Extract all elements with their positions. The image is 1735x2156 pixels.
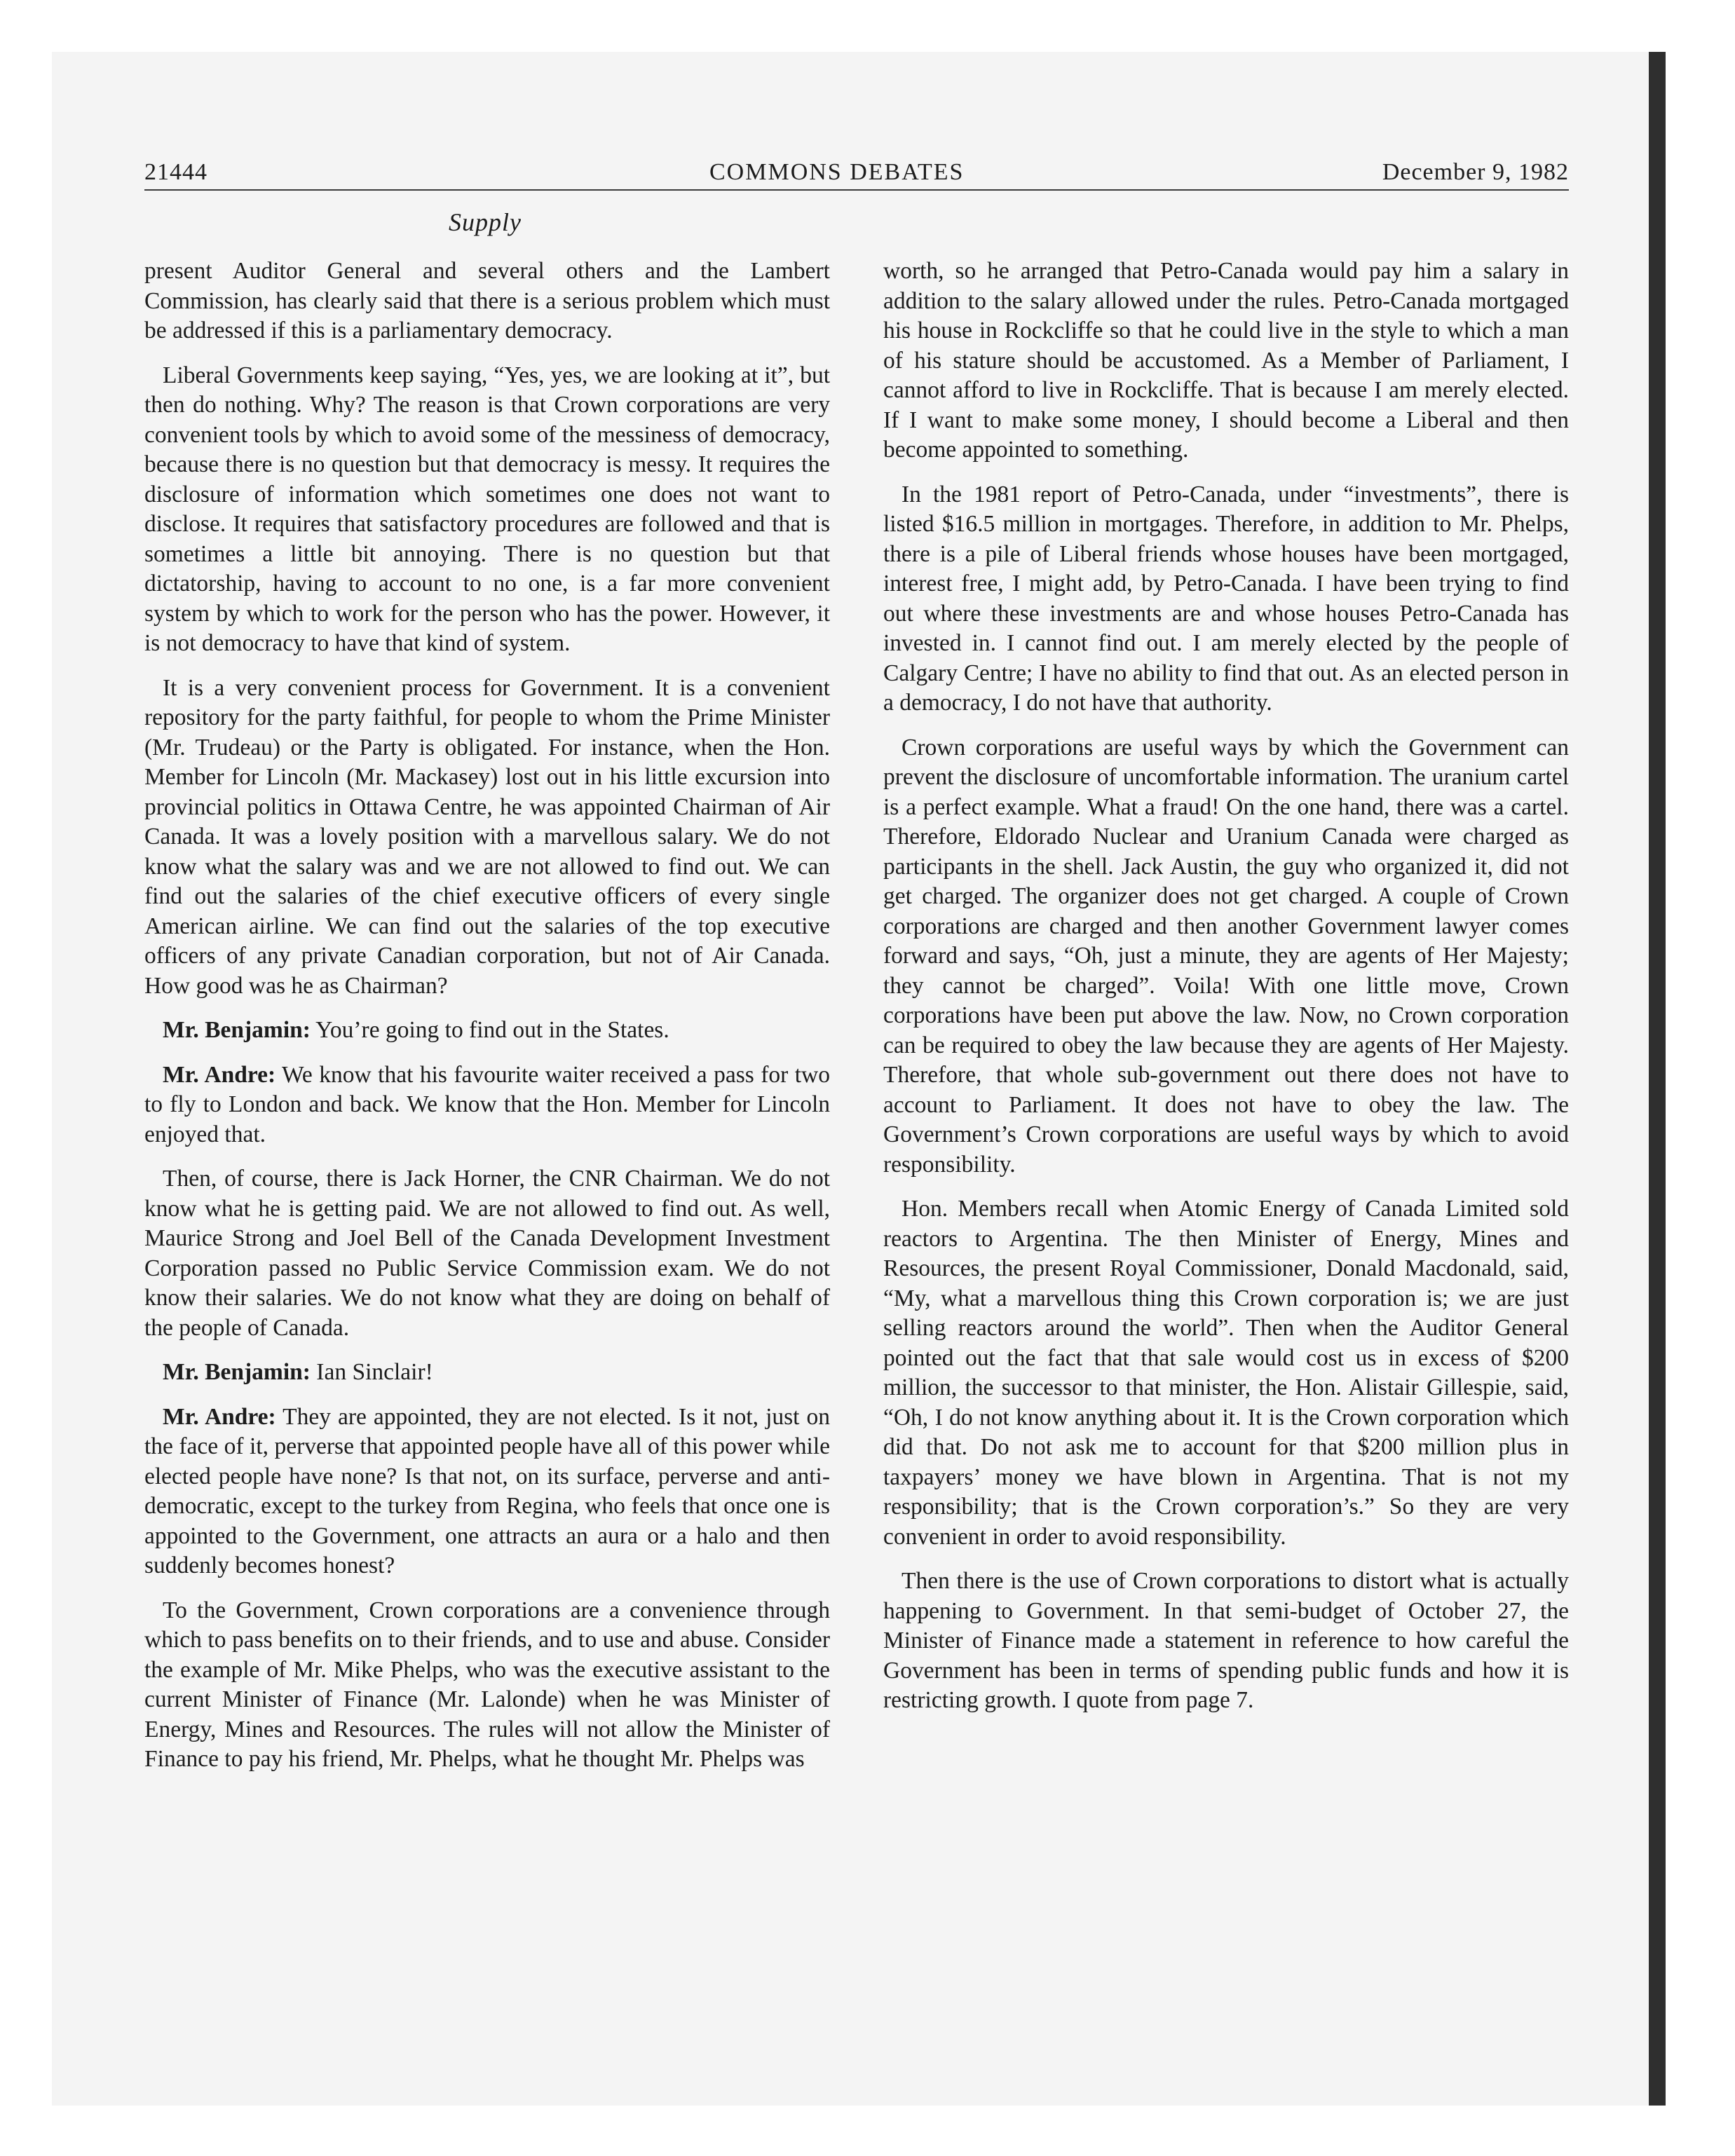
- paragraph-text: You’re going to find out in the States.: [315, 1017, 669, 1043]
- paragraph-text: Then, of course, there is Jack Horner, the CNR Chairman. We do not know what he is getting paid. We are not allowed to find out. As well, Maurice Strong and Joel Bell of the Canada Development Investment Corporation passed no Public Service Commission exam. We do not know their salaries. We do not know what they are doing on behalf of the people of Canada.: [144, 1166, 830, 1341]
- publication-date: December 9, 1982: [1382, 159, 1569, 185]
- paragraph-text: Hon. Members recall when Atomic Energy of Canada Limited sold reactors to Argentina. The then Minister of Energy, Mines and Resources, the present Royal Commissioner, Donald Macdonald, said, “My, what a marvellous thing this Crown corporation is; we are just selling reactors around the world”. Then when the Auditor General pointed out the fact that that sale would cost us in excess of $200 million, the successor to that minister, the Hon. Alistair Gillespie, said, “Oh, I do not know anything about it. It is the Crown corporation which did that. Do not ask me to account for that $200 million plus in taxpayers’ money we have blown in Argentina. That is not my responsibility; that is the Crown corporation’s.” So they are very convenient in order to avoid responsibility.: [883, 1196, 1569, 1550]
- paragraph: [883, 1567, 1569, 1716]
- paragraph: [883, 733, 1569, 1180]
- speaker-name: Mr. Benjamin:: [163, 1017, 311, 1043]
- paragraph-text: Then there is the use of Crown corporations to distort what is actually happening to Government. In that semi-budget of October 27, the Minister of Finance made a statement in reference to how careful the Government has been in terms of spending public funds and how it is restricting growth. I quote from page 7.: [883, 1568, 1569, 1713]
- paragraph: [144, 1164, 830, 1343]
- paragraph-text: We know that his favourite waiter received a pass for two to fly to London and back. We know that the Hon. Member for Lincoln enjoyed that.: [144, 1061, 830, 1147]
- header-rule: [144, 189, 1569, 191]
- right-column: [883, 257, 1569, 1731]
- paragraph-text: Crown corporations are useful ways by which the Government can prevent the disclosure of uncomfortable information. The uranium cartel is a perfect example. What a fraud! On the one hand, there was a cartel. Therefore, Eldorado Nuclear and Uranium Canada were charged as participants in the shell. Jack Austin, the guy who organized it, did not get charged. The organizer does not get charged. A couple of Crown corporations are charged and then another Government lawyer comes forward and says, “Oh, just a minute, they are agents of Her Majesty; they cannot be charged”. Voila! With one little move, Crown corporations have been put above the law. Now, no Crown corporation can be required to obey the law because they are agents of Her Majesty. Therefore, that whole sub-government out there does not have to account to Parliament. It does not have to obey the law. The Government’s Crown corporations are useful ways by which to avoid responsibility.: [883, 734, 1569, 1178]
- speaker-name: Mr. Benjamin:: [163, 1359, 311, 1385]
- paragraph: [144, 1596, 830, 1775]
- journal-title: COMMONS DEBATES: [709, 159, 965, 185]
- left-column: [144, 257, 830, 1789]
- paragraph-text: It is a very convenient process for Government. It is a convenient repository for the party faithful, for people to whom the Prime Minister (Mr. Trudeau) or the Party is obligated. For instance, when the Hon. Member for Lincoln (Mr. Mackasey) lost out in his little excursion into provincial politics in Ottawa Centre, he was appointed Chairman of Air Canada. It was a lovely position with a marvellous salary. We do not know what the salary was and we are not allowed to find out. We can find out the salaries of the chief executive officers of every single American airline. We can find out the salaries of the top executive officers of any private Canadian corporation, but not of Air Canada. How good was he as Chairman?: [144, 674, 830, 999]
- paragraph: [144, 361, 830, 659]
- paragraph-text: In the 1981 report of Petro-Canada, under “investments”, there is listed $16.5 million in mortgages. Therefore, in addition to Mr. Phelps, there is a pile of Liberal friends whose houses have been mortgaged, interest free, I might add, by Petro-Canada. I have been trying to find out where these investments are and whose houses Petro-Canada has invested in. I cannot find out. I am merely elected by the people of Calgary Centre; I have no ability to find that out. As an elected person in a democracy, I do not have that authority.: [883, 481, 1569, 716]
- paragraph-text: They are appointed, they are not elected. Is it not, just on the face of it, perverse that appointed people have all of this power while elected people have none? Is that not, on its surface, perverse and anti-democratic, except to the turkey from Regina, who feels that once one is appointed to the Government, one attracts an aura or a halo and then suddenly becomes honest?: [144, 1403, 830, 1578]
- paragraph: [144, 1060, 830, 1150]
- paragraph: [144, 674, 830, 1002]
- page-number: 21444: [144, 159, 207, 185]
- paragraph: [144, 1358, 830, 1388]
- paragraph-text: Liberal Governments keep saying, “Yes, yes, we are looking at it”, but then do nothing. Why? The reason is that Crown corporations are very convenient tools by which to avoid some of the messiness of democracy, because there is no question but that democracy is messy. It requires the disclosure of information which sometimes one does not want to disclose. It requires that satisfactory procedures are followed and that is sometimes a little bit annoying. There is no question but that dictatorship, having to account to no one, is a far more convenient system by which to work for the person who has the power. However, it is not democracy to have that kind of system.: [144, 362, 830, 656]
- section-title: Supply: [449, 208, 522, 236]
- speaker-name: Mr. Andre:: [163, 1403, 276, 1430]
- paragraph-text: worth, so he arranged that Petro-Canada would pay him a salary in addition to the salary allowed under the rules. Petro-Canada mortgaged his house in Rockcliffe so that he could live in the style to which a man of his stature should be accustomed. As a Member of Parliament, I cannot afford to live in Rockcliffe. That is because I am merely elected. If I want to make some money, I should become a Liberal and then become appointed to something.: [883, 258, 1569, 463]
- paragraph: [144, 1403, 830, 1581]
- paragraph-text: Ian Sinclair!: [316, 1359, 433, 1385]
- paragraph-text: To the Government, Crown corporations are a convenience through which to pass benefits on to their friends, and to use and abuse. Consider the example of Mr. Mike Phelps, who was the executive assistant to the current Minister of Finance (Mr. Lalonde) when he was Minister of Energy, Mines and Resources. The rules will not allow the Minister of Finance to pay his friend, Mr. Phelps, what he thought Mr. Phelps was: [144, 1597, 830, 1772]
- speaker-name: Mr. Andre:: [163, 1061, 276, 1088]
- paragraph: [144, 1016, 830, 1046]
- paragraph-text: present Auditor General and several others and the Lambert Commission, has clearly said that there is a serious problem which must be addressed if this is a parliamentary democracy.: [144, 258, 830, 343]
- paragraph: [883, 257, 1569, 465]
- paragraph: [883, 480, 1569, 718]
- scan-edge-shadow: [1649, 52, 1666, 2106]
- paragraph: [883, 1194, 1569, 1552]
- paragraph: [144, 257, 830, 346]
